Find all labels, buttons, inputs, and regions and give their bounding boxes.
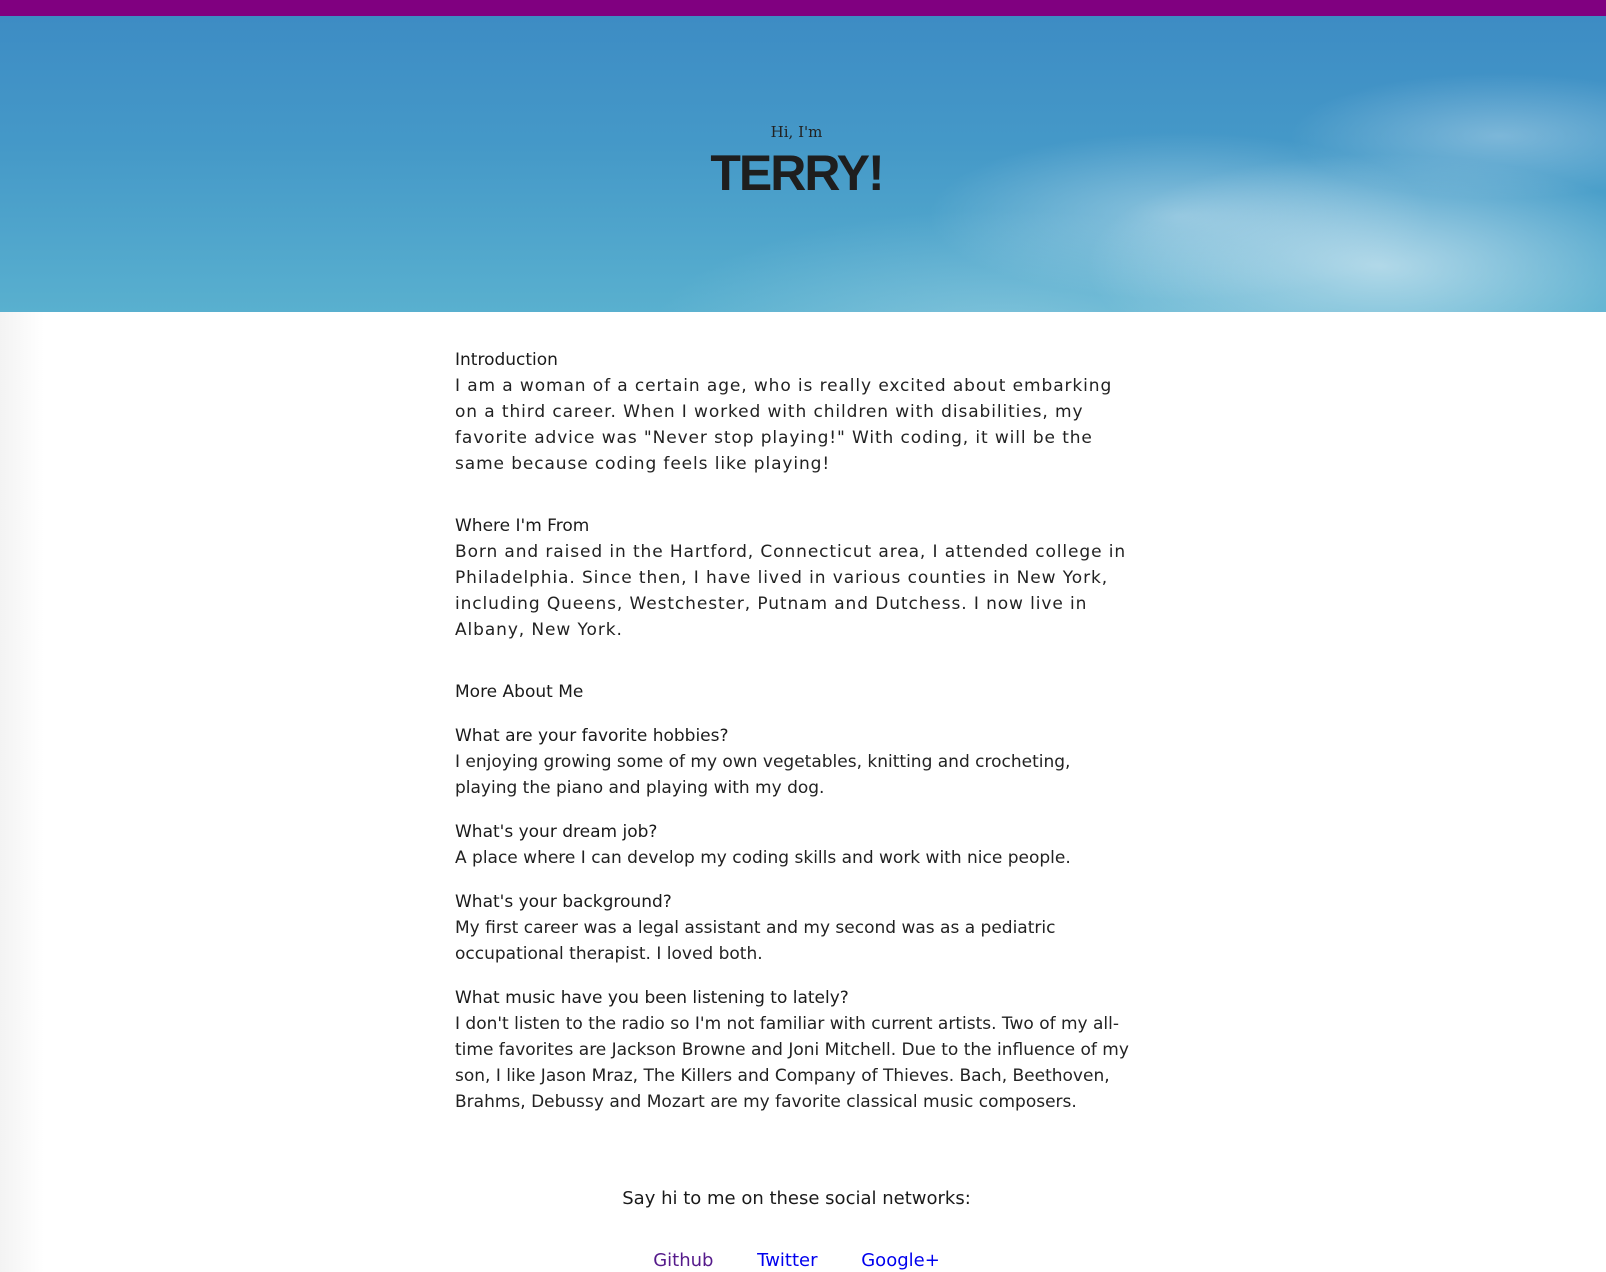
qa-answer: My first career was a legal assistant and my second was as a pediatric occupational therapist. I loved both. bbox=[455, 918, 1056, 964]
qa-question: What are your favorite hobbies? bbox=[455, 726, 729, 746]
qa-question: What's your dream job? bbox=[455, 822, 658, 842]
qa-item-music bbox=[455, 985, 1135, 1115]
qa-item-background bbox=[455, 889, 1135, 967]
introduction-body: I am a woman of a certain age, who is really excited about embarking on a third career. When I worked with children with disabilities, my favorite advice was "Never stop playing!" With coding, it will be the same because coding feels like playing! bbox=[455, 376, 1113, 474]
more-about-title: More About Me bbox=[455, 682, 584, 702]
qa-question: What music have you been listening to lately? bbox=[455, 988, 849, 1008]
where-from-section bbox=[455, 513, 1135, 643]
twitter-link[interactable]: Twitter bbox=[757, 1250, 818, 1271]
github-link[interactable]: Github bbox=[653, 1250, 714, 1271]
qa-answer: I enjoying growing some of my own vegetables, knitting and crocheting, playing the piano and playing with my dog. bbox=[455, 752, 1071, 798]
introduction-title: Introduction bbox=[455, 350, 558, 370]
qa-item-hobbies bbox=[455, 723, 1135, 801]
left-edge-shade bbox=[0, 312, 44, 1272]
hero-name: TERRY! bbox=[710, 145, 883, 201]
qa-answer: I don't listen to the radio so I'm not familiar with current artists. Two of my all-time favorites are Jackson Browne and Joni Mitchell. Due to the influence of my son, I like Jason Mraz, The Killers and Company of Thieves. Bach, Beethoven, Brahms, Debussy and Mozart are my favorite classical music composers. bbox=[455, 1014, 1129, 1112]
qa-item-dream-job bbox=[455, 819, 1135, 871]
hero-greeting: Hi, I'm bbox=[770, 123, 823, 141]
qa-answer: A place where I can develop my coding skills and work with nice people. bbox=[455, 848, 1071, 868]
where-from-title: Where I'm From bbox=[455, 516, 590, 536]
google-plus-link[interactable]: Google+ bbox=[861, 1250, 940, 1271]
where-from-body: Born and raised in the Hartford, Connecticut area, I attended college in Philadelphia. Since then, I have lived in various counties in New York, including Queens, Westchester, Putnam and Dutchess. I now live in Albany, New York. bbox=[455, 542, 1127, 640]
social-heading: Say hi to me on these social networks: bbox=[622, 1188, 971, 1209]
hero-banner bbox=[0, 16, 1606, 312]
top-accent-bar bbox=[0, 0, 1606, 16]
more-about-section bbox=[455, 679, 1135, 1115]
qa-question: What's your background? bbox=[455, 892, 672, 912]
introduction-section bbox=[455, 347, 1135, 477]
social-links bbox=[0, 1250, 1593, 1271]
